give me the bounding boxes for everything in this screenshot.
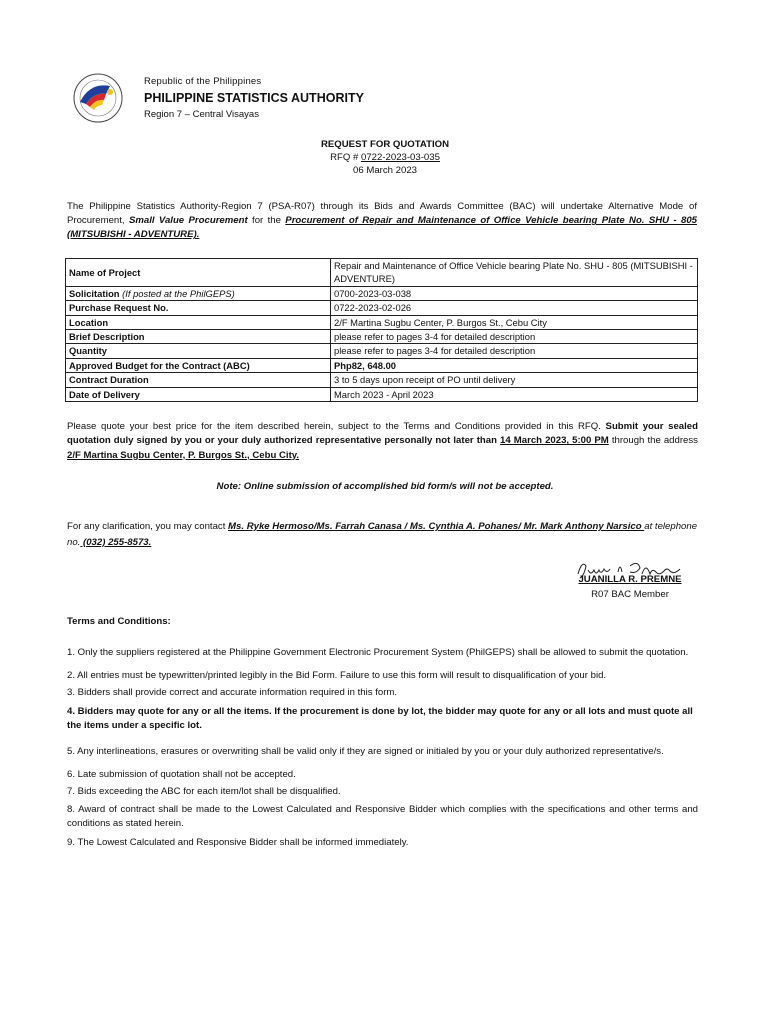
- signatory-role: R07 BAC Member: [591, 589, 669, 600]
- term-item: 6. Late submission of quotation shall not be accepted.: [67, 769, 296, 780]
- contact-phone: (032) 255-8573.: [80, 536, 152, 548]
- row-value: 0722-2023-02-026: [331, 301, 698, 315]
- row-label-text: Quantity: [69, 345, 108, 357]
- online-submission-note: Note: Online submission of accomplished bid form/s will not be accepted.: [216, 481, 554, 492]
- terms-heading: Terms and Conditions:: [67, 616, 171, 627]
- quote-text: Please quote your best price for the item described herein, subject to the Terms and Conditions provided in this RFQ.: [67, 421, 606, 432]
- row-label: [66, 315, 331, 329]
- row-value: 3 to 5 days upon receipt of PO until delivery: [331, 373, 698, 387]
- table-row: [66, 344, 698, 358]
- contact-names: Ms. Ryke Hermoso/Ms. Farrah Canasa / Ms. Cynthia A. Pohanes/ Mr. Mark Anthony Narsico: [228, 521, 645, 532]
- row-label: [66, 330, 331, 344]
- intro-paragraph: [67, 200, 697, 243]
- term-item: 4. Bidders may quote for any or all the items. If the procurement is done by lot, the bidder may quote for any or all lots and must quote all the items under a specific lot.: [67, 706, 693, 732]
- term-item: 9. The Lowest Calculated and Responsive Bidder shall be informed immediately.: [67, 837, 409, 848]
- row-label: [66, 344, 331, 358]
- psa-seal-logo: [66, 72, 130, 124]
- term-item: 5. Any interlineations, erasures or overwriting shall be valid only if they are signed or initialed by you or your duly authorized representative/s.: [67, 746, 664, 757]
- row-label-text: Solicitation: [69, 287, 123, 299]
- row-label-text: Purchase Request No.: [69, 302, 169, 314]
- row-label-note: (If posted at the PhilGEPS): [122, 287, 235, 299]
- submission-address: 2/F Martina Sugbu Center, P. Burgos St., Cebu City.: [67, 449, 300, 461]
- address-connector: through the address: [608, 435, 698, 447]
- row-value: Repair and Maintenance of Office Vehicle bearing Plate No. SHU - 805 (MITSUBISHI - ADVENTURE): [331, 259, 698, 287]
- intro-text: The Philippine Statistics Authority-Region 7 (PSA-R07) through its Bids and Awards Committee (BAC) will undertake Alternative Mode of Procurement,: [67, 201, 697, 227]
- quote-instructions: [67, 420, 698, 463]
- rfq-number: 0722-2023-03-035: [360, 152, 440, 163]
- rfq-prefix: RFQ #: [330, 152, 361, 163]
- project-info-table: [65, 258, 698, 402]
- row-label-text: Brief Description: [69, 331, 145, 343]
- row-label-text: Contract Duration: [69, 374, 149, 386]
- row-label: [66, 387, 331, 401]
- region-label: Region 7 – Central Visayas: [144, 109, 259, 120]
- row-label-text: Approved Budget for the Contract (ABC): [69, 359, 250, 371]
- row-label-text: Location: [69, 316, 109, 328]
- table-row: [66, 330, 698, 344]
- document-date: 06 March 2023: [353, 165, 417, 176]
- table-row: [66, 358, 698, 372]
- title-block: [0, 138, 770, 177]
- signatory-name: JUANILLA R. PREMNE: [578, 574, 682, 585]
- rfq-number-line: [0, 151, 770, 164]
- row-label: [66, 259, 331, 287]
- table-row: [66, 373, 698, 387]
- term-item: 7. Bids exceeding the ABC for each item/lot shall be disqualified.: [67, 786, 341, 797]
- table-row: [66, 301, 698, 315]
- signature-block: [560, 556, 700, 606]
- contact-text: For any clarification, you may contact: [67, 521, 229, 532]
- table-row: [66, 286, 698, 300]
- table-row: [66, 315, 698, 329]
- row-value: please refer to pages 3-4 for detailed description: [331, 330, 698, 344]
- contact-paragraph: [67, 519, 698, 550]
- row-label-text: Name of Project: [69, 266, 141, 278]
- row-label: [66, 301, 331, 315]
- procurement-title: Procurement of Repair and Maintenance of Office Vehicle bearing Plate No. SHU - 805 (MITSUBISHI - ADVENTURE).: [67, 215, 697, 241]
- row-value: Php82, 648.00: [331, 358, 698, 372]
- submission-instruction: Submit your sealed quotation duly signed by you or your duly authorized representative personally not later than: [67, 421, 699, 447]
- row-value: 2/F Martina Sugbu Center, P. Burgos St., Cebu City: [331, 315, 698, 329]
- document-title: REQUEST FOR QUOTATION: [320, 139, 450, 150]
- intro-connector: for the: [247, 215, 286, 227]
- procurement-mode: Small Value Procurement: [128, 215, 248, 227]
- letterhead: [66, 72, 666, 124]
- row-value: 0700-2023-03-038: [331, 286, 698, 300]
- row-value: please refer to pages 3-4 for detailed description: [331, 344, 698, 358]
- row-value: March 2023 - April 2023: [331, 387, 698, 401]
- table-row: [66, 387, 698, 401]
- republic-label: Republic of the Philippines: [144, 76, 262, 87]
- row-label: [66, 358, 331, 372]
- agency-name: PHILIPPINE STATISTICS AUTHORITY: [144, 91, 364, 105]
- row-label-text: Date of Delivery: [69, 388, 140, 400]
- submission-deadline: 14 March 2023, 5:00 PM: [500, 435, 609, 447]
- term-item: 2. All entries must be typewritten/printed legibly in the Bid Form. Failure to use this form will result to disqualification of your bid.: [67, 670, 607, 681]
- row-label: [66, 286, 331, 300]
- contact-connector: at telephone no.: [67, 521, 698, 548]
- term-item: 3. Bidders shall provide correct and accurate information required in this form.: [67, 687, 398, 698]
- term-item: 8. Award of contract shall be made to the Lowest Calculated and Responsive Bidder which complies with the specifications and other terms and conditions as stated herein.: [67, 804, 698, 830]
- row-label: [66, 373, 331, 387]
- term-item: 1. Only the suppliers registered at the Philippine Government Electronic Procurement System (PhilGEPS) shall be allowed to submit the quotation.: [67, 647, 689, 658]
- table-row: [66, 259, 698, 287]
